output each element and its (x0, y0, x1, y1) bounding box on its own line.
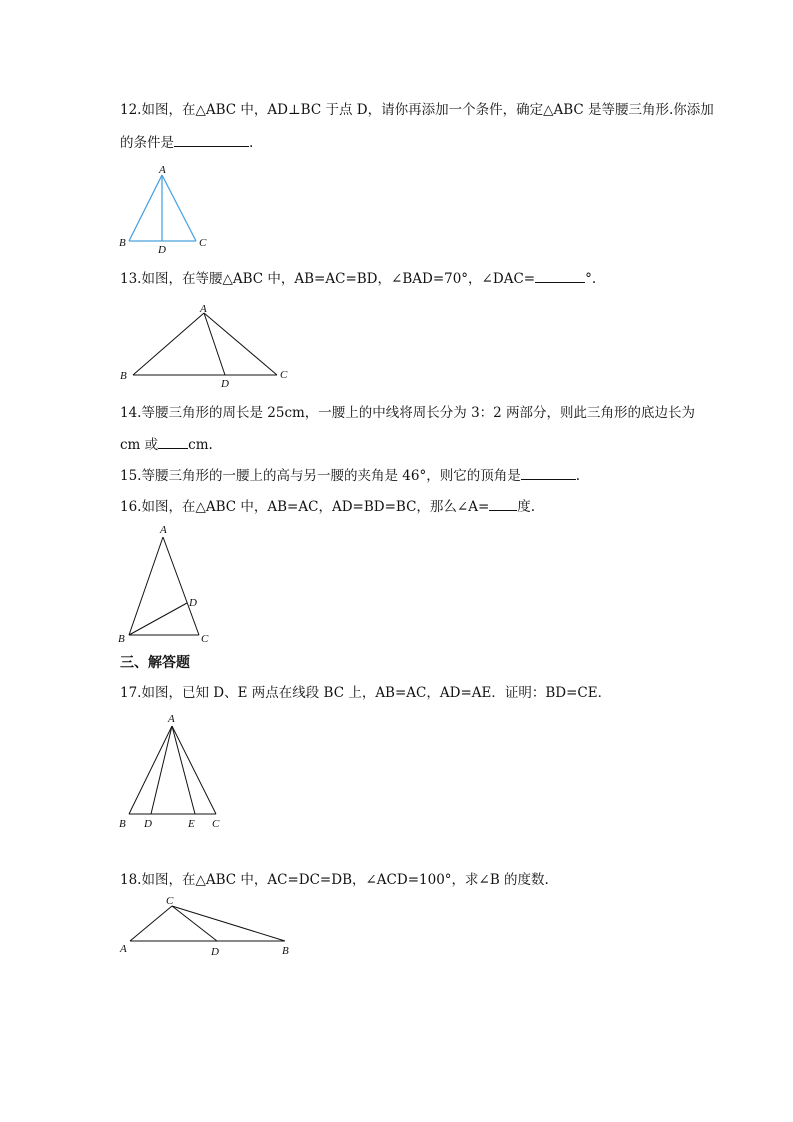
answer-blank-16[interactable] (489, 496, 517, 511)
figure-17-label-e: E (188, 818, 195, 830)
question-17: 17.如图，已知 D、E 两点在线段 BC 上，AB=AC，AD=AE．证明：BD=CE． (120, 685, 612, 701)
figure-13-label-b: B (120, 370, 127, 382)
question-18: 18.如图，在△ABC 中，AC=DC=DB，∠ACD=100°，求∠B 的度数. (120, 872, 549, 888)
figure-13-label-a: A (200, 303, 207, 315)
figure-13-label-d: D (221, 378, 229, 390)
figure-17-label-a: A (168, 713, 175, 725)
figure-18-label-d: D (211, 946, 219, 958)
figure-18-triangle (115, 890, 300, 965)
figure-16-label-a: A (160, 524, 167, 536)
answer-blank-13[interactable] (535, 268, 585, 283)
figure-17-triangle (115, 708, 230, 833)
question-13-prefix: 13.如图，在等腰△ABC 中，AB=AC=BD，∠BAD=70°，∠DAC= (120, 271, 536, 287)
question-12-prefix: 的条件是 (120, 135, 174, 151)
section-heading: 三、解答题 (120, 655, 190, 671)
figure-12-label-c: C (199, 237, 207, 249)
answer-blank-12[interactable] (174, 132, 249, 147)
question-12-line-1: 12.如图，在△ABC 中，AD⊥BC 于点 D，请你再添加一个条件，确定△ABC 是等腰三角形.你添加 (120, 102, 714, 118)
question-14-prefix: cm 或 (120, 437, 159, 453)
question-14-line-2 (120, 434, 213, 455)
figure-12-label-b: B (119, 237, 126, 249)
question-15-prefix: 15.等腰三角形的一腰上的高与另一腰的夹角是 46°，则它的顶角是 (120, 468, 521, 484)
figure-17-label-d: D (144, 818, 152, 830)
question-16-suffix: 度. (517, 499, 536, 515)
question-15 (120, 465, 580, 486)
figure-17-label-c: C (212, 818, 220, 830)
question-15-suffix: . (575, 468, 580, 484)
figure-16-triangle (115, 520, 225, 650)
question-16-prefix: 16.如图，在△ABC 中，AB=AC，AD=BD=BC，那么∠A= (120, 499, 490, 515)
figure-17-label-b: B (119, 818, 126, 830)
question-16 (120, 496, 535, 517)
figure-18-label-b: B (282, 945, 289, 957)
figure-13-triangle (115, 300, 305, 390)
question-12-line-2 (120, 132, 253, 153)
question-14-line-1: 14.等腰三角形的周长是 25cm，一腰上的中线将周长分为 3：2 两部分，则此三角形的底边长为 (120, 405, 696, 421)
figure-16-label-d: D (189, 597, 197, 609)
answer-blank-14[interactable] (158, 434, 188, 449)
figure-16-label-b: B (118, 633, 125, 645)
question-12-suffix: . (249, 135, 254, 151)
figure-13-label-c: C (280, 369, 288, 381)
figure-12-label-d: D (158, 244, 166, 256)
question-13-suffix: °. (585, 271, 597, 287)
figure-18-label-c: C (166, 895, 174, 907)
figure-12-triangle (115, 160, 215, 260)
figure-18-label-a: A (120, 943, 127, 955)
question-13 (120, 268, 596, 289)
figure-12-label-a: A (159, 164, 166, 176)
figure-16-label-c: C (201, 633, 209, 645)
answer-blank-15[interactable] (521, 465, 576, 480)
question-14-suffix: cm. (188, 437, 213, 453)
